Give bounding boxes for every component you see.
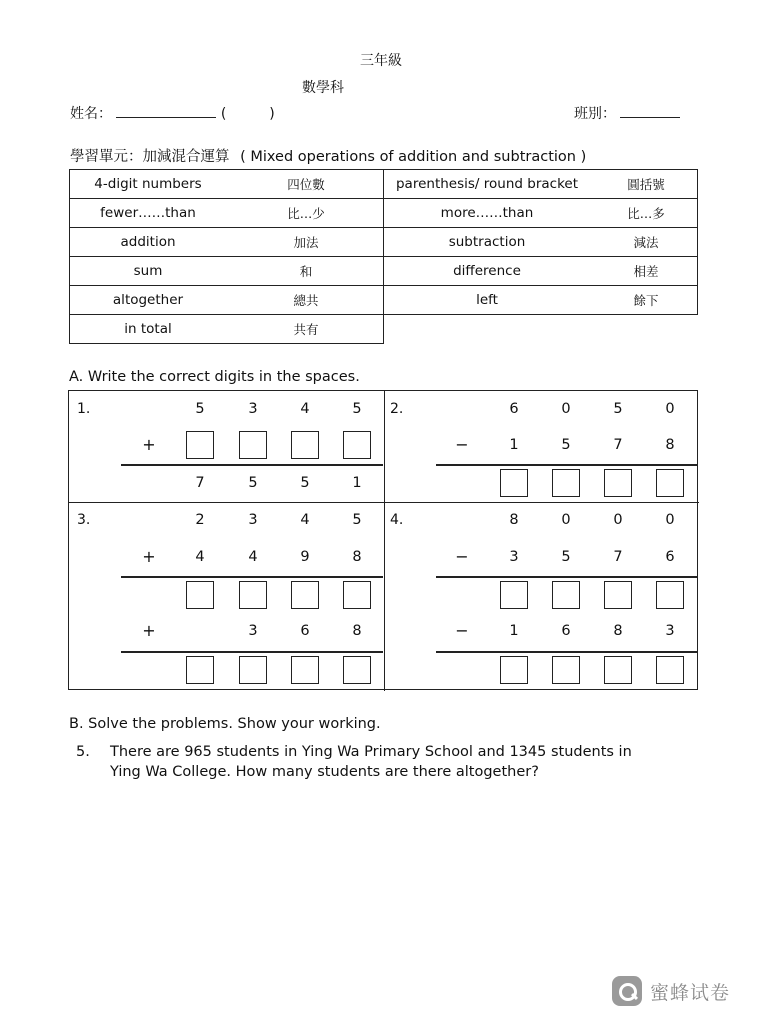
digit: 8 — [352, 623, 362, 639]
digit: 5 — [195, 401, 205, 417]
answer-box[interactable] — [239, 656, 267, 684]
question-number: 2. — [390, 401, 404, 417]
section-a-grid — [68, 390, 698, 690]
sum-line — [121, 464, 383, 466]
name-label: 姓名： — [70, 106, 112, 122]
digit: 6 — [300, 623, 310, 639]
digit: 5 — [248, 475, 258, 491]
vocab-cell: 4-digit numbers 四位數 — [69, 169, 384, 199]
subject-title: 數學科 — [302, 80, 344, 96]
vocab-cell: in total 共有 — [69, 314, 384, 344]
plus-sign: + — [142, 621, 156, 640]
vocab-cell: addition 加法 — [69, 227, 384, 257]
question-5-text — [110, 742, 690, 782]
section-a-title: A. Write the correct digits in the spaces. — [69, 369, 360, 385]
answer-box[interactable] — [343, 431, 371, 459]
unit-english: ( Mixed operations of addition and subtraction ) — [240, 149, 587, 165]
digit: 6 — [665, 549, 675, 565]
watermark — [612, 976, 730, 1006]
name-paren-open: ( — [220, 106, 227, 122]
answer-box[interactable] — [500, 581, 528, 609]
digit: 8 — [509, 512, 519, 528]
answer-box[interactable] — [186, 431, 214, 459]
class-label: 班別： — [574, 106, 616, 122]
name-paren-close: ) — [269, 106, 275, 122]
digit: 3 — [509, 549, 519, 565]
answer-box[interactable] — [291, 656, 319, 684]
digit: 5 — [352, 512, 362, 528]
answer-box[interactable] — [500, 656, 528, 684]
answer-box[interactable] — [656, 656, 684, 684]
vocab-cell: parenthesis/ round bracket 圓括號 — [383, 169, 698, 199]
digit: 6 — [561, 623, 571, 639]
digit: 9 — [300, 549, 310, 565]
question-5-line: Ying Wa College. How many students are there altogether? — [110, 764, 539, 780]
question-number: 5. — [76, 744, 90, 760]
vocab-cell: sum 和 — [69, 256, 384, 286]
digit: 6 — [509, 401, 519, 417]
answer-box[interactable] — [186, 656, 214, 684]
digit: 1 — [352, 475, 362, 491]
difference-line — [436, 576, 698, 578]
answer-box[interactable] — [186, 581, 214, 609]
answer-box[interactable] — [604, 656, 632, 684]
answer-box[interactable] — [604, 581, 632, 609]
question-number: 4. — [390, 512, 404, 528]
watermark-text: 蜜蜂试卷 — [650, 981, 731, 1004]
minus-sign: − — [455, 621, 469, 640]
digit: 3 — [248, 512, 258, 528]
vocab-cell: difference 相差 — [383, 256, 698, 286]
digit: 0 — [613, 512, 623, 528]
answer-box[interactable] — [291, 581, 319, 609]
difference-line — [436, 464, 698, 466]
digit: 3 — [665, 623, 675, 639]
digit: 0 — [665, 401, 675, 417]
answer-box[interactable] — [343, 656, 371, 684]
plus-sign: + — [142, 435, 156, 454]
question-number: 3. — [77, 512, 91, 528]
digit: 5 — [300, 475, 310, 491]
digit: 7 — [195, 475, 205, 491]
answer-box[interactable] — [604, 469, 632, 497]
answer-box[interactable] — [656, 469, 684, 497]
answer-box[interactable] — [656, 581, 684, 609]
vocab-cell: left 餘下 — [383, 285, 698, 315]
digit: 7 — [613, 437, 623, 453]
digit: 5 — [613, 401, 623, 417]
name-field-row — [70, 103, 275, 123]
answer-box[interactable] — [500, 469, 528, 497]
minus-sign: − — [455, 547, 469, 566]
digit: 4 — [300, 401, 310, 417]
unit-label: 學習單元：加減混合運算 — [70, 149, 230, 165]
digit: 0 — [561, 512, 571, 528]
digit: 5 — [561, 549, 571, 565]
answer-box[interactable] — [239, 581, 267, 609]
digit: 0 — [561, 401, 571, 417]
digit: 4 — [195, 549, 205, 565]
digit: 1 — [509, 437, 519, 453]
answer-box[interactable] — [552, 469, 580, 497]
digit: 3 — [248, 401, 258, 417]
grade-title: 三年級 — [360, 53, 402, 69]
sum-line — [121, 651, 383, 653]
digit: 5 — [561, 437, 571, 453]
class-field-row — [574, 103, 680, 123]
digit: 5 — [352, 401, 362, 417]
search-icon — [612, 976, 642, 1006]
digit: 3 — [248, 623, 258, 639]
grid-divider-vertical — [384, 391, 385, 691]
question-5-line: There are 965 students in Ying Wa Primary School and 1345 students in — [110, 744, 632, 760]
vocab-cell: subtraction 減法 — [383, 227, 698, 257]
minus-sign: − — [455, 435, 469, 454]
digit: 2 — [195, 512, 205, 528]
digit: 4 — [248, 549, 258, 565]
digit: 1 — [509, 623, 519, 639]
question-number: 1. — [77, 401, 91, 417]
sum-line — [121, 576, 383, 578]
digit: 8 — [613, 623, 623, 639]
answer-box[interactable] — [552, 656, 580, 684]
vocab-cell: fewer……than 比…少 — [69, 198, 384, 228]
digit: 8 — [665, 437, 675, 453]
vocab-cell: more……than 比…多 — [383, 198, 698, 228]
digit: 4 — [300, 512, 310, 528]
plus-sign: + — [142, 547, 156, 566]
section-b-title: B. Solve the problems. Show your working. — [69, 716, 381, 732]
class-blank[interactable] — [620, 105, 680, 118]
vocab-cell: altogether 總共 — [69, 285, 384, 315]
digit: 7 — [613, 549, 623, 565]
answer-box[interactable] — [291, 431, 319, 459]
unit-heading — [70, 145, 586, 166]
answer-box[interactable] — [239, 431, 267, 459]
difference-line — [436, 651, 698, 653]
name-blank[interactable] — [116, 105, 216, 118]
digit: 0 — [665, 512, 675, 528]
answer-box[interactable] — [343, 581, 371, 609]
answer-box[interactable] — [552, 581, 580, 609]
digit: 8 — [352, 549, 362, 565]
grid-divider-horizontal — [69, 502, 699, 503]
